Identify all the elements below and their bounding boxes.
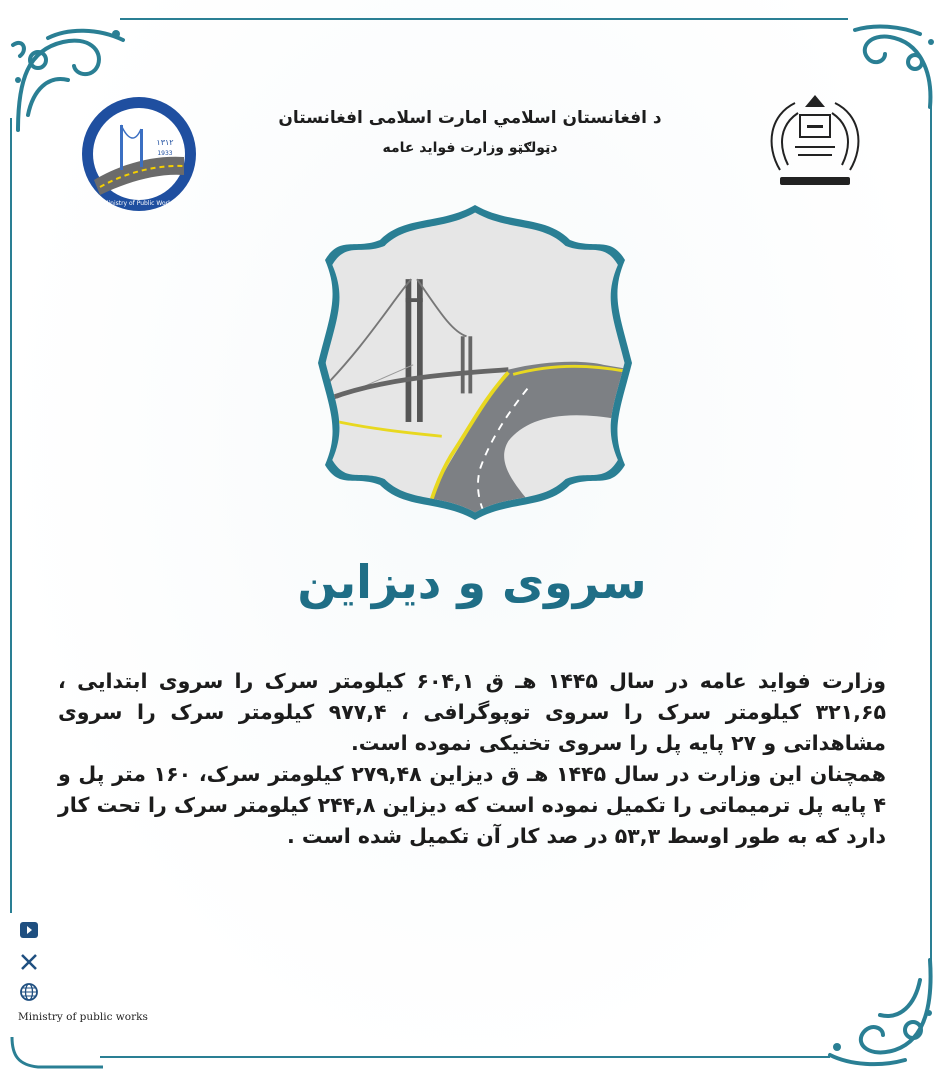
logo-ring-text: Ministry of Public Works [103, 200, 175, 207]
youtube-icon[interactable] [18, 920, 40, 940]
emirate-emblem [760, 85, 870, 195]
x-icon[interactable] [18, 952, 40, 972]
frame-left [10, 118, 12, 913]
corner-ornament-bottom-left [8, 1035, 108, 1075]
frame-bottom [100, 1056, 830, 1058]
bridge-road-illustration [310, 195, 640, 530]
frame-right [930, 100, 932, 960]
frame-top [120, 18, 848, 20]
corner-ornament-bottom-right [825, 955, 940, 1070]
body-paragraph-1: وزارت فواید عامه در سال ۱۴۴۵ هـ ق ۶۰۴,۱ کیلومتر سرک را سروی ابتدایی ، ۳۲۱,۶۵ کیلومتر سرک را سروی توپوگرافی ، ۹۷۷,۴ کیلومتر سرک را سروی مشاهداتی و ۲۷ پایه پل را سروی تخنیکی نموده است. [58, 669, 886, 755]
logo-year-gregorian: 1933 [157, 150, 173, 157]
header-title: د افغانستان اسلامي امارت اسلامی افغانستان [278, 108, 662, 128]
body-text [58, 666, 886, 852]
globe-icon[interactable] [18, 982, 40, 1002]
logo-year-hijri: ۱۳۱۲ [156, 138, 174, 147]
page-title: سروی و دیزاین [297, 555, 647, 609]
header-subtitle: د‌ټولګټو وزارت فواید عامه [382, 140, 558, 156]
footer-brand: Ministry of public works [18, 1011, 148, 1023]
body-paragraph-2: همچنان این وزارت در سال ۱۴۴۵ هـ ق دیزاین ۲۷۹,۴۸ کیلومتر سرک، ۱۶۰ متر پل و ۴ پایه پل ترمیماتی را تکمیل نموده است که دیزاین ۲۴۴,۸ کیلومتر سرک را تحت کار دارد که به طور اوسط ۵۳,۳ در صد کار آن تکمیل شده است . [58, 762, 886, 848]
ministry-logo [80, 95, 198, 213]
